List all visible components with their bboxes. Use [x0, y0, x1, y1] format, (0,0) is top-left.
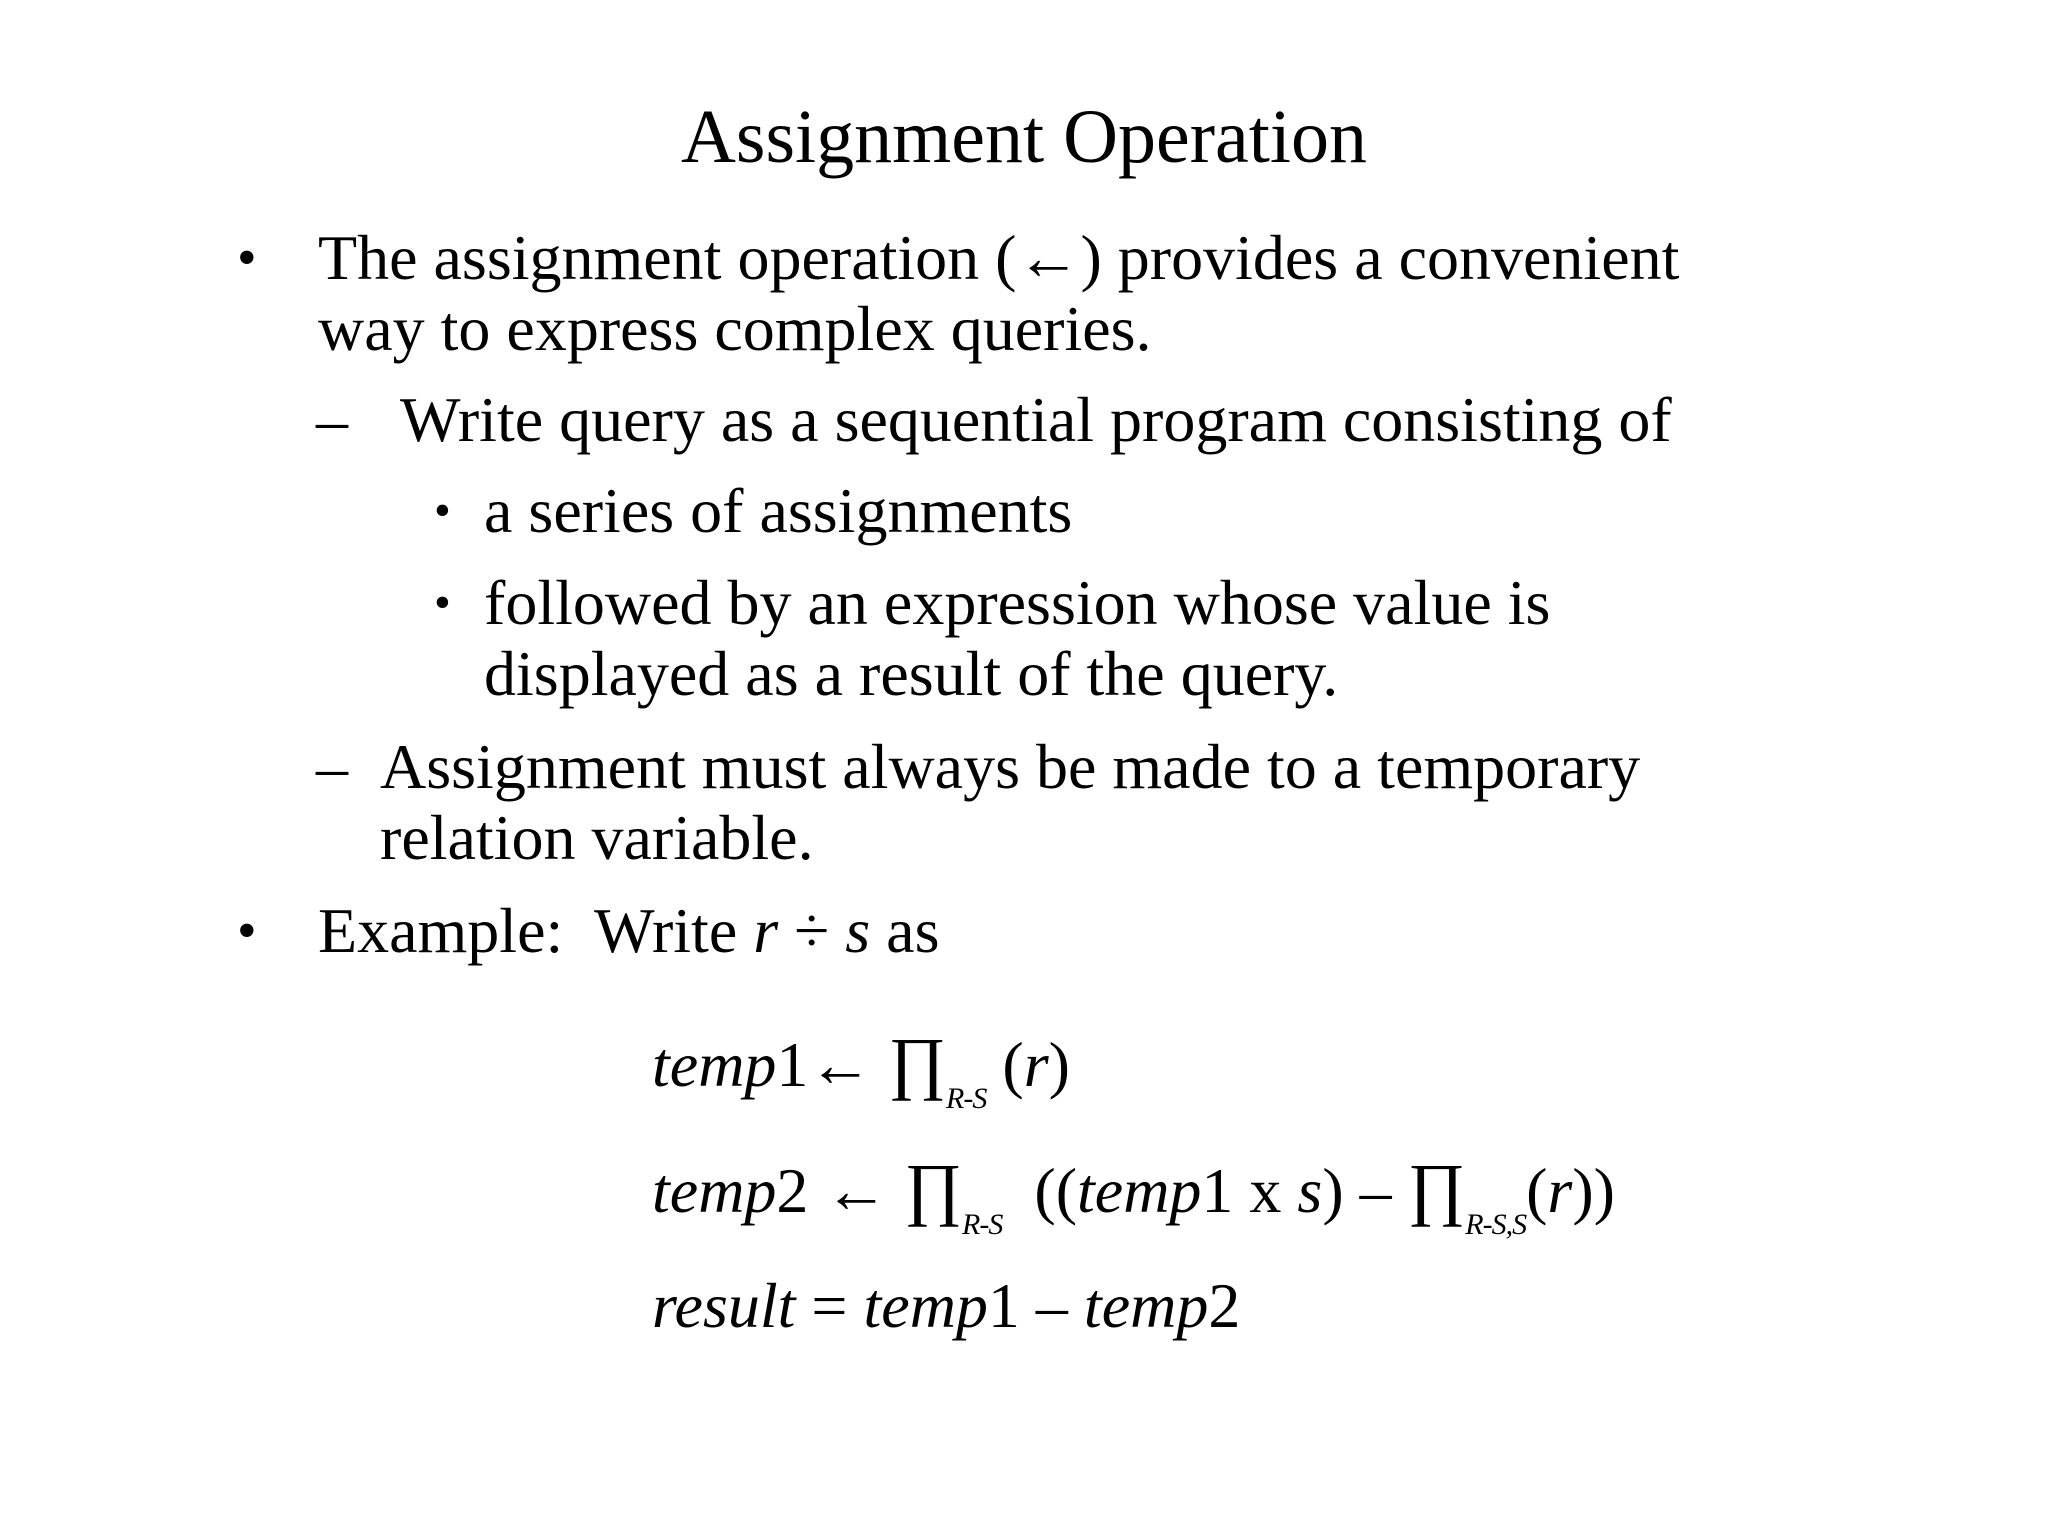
- sub-bullet-2-line-2: displayed as a result of the query.: [484, 638, 1339, 709]
- projection-symbol: ∏: [888, 1025, 947, 1102]
- example-tail: as: [870, 895, 940, 966]
- var-s: s: [845, 895, 871, 966]
- eq1-num: 1: [776, 1029, 809, 1100]
- eq2-projection-subscript-2: R-S,S: [1465, 1208, 1527, 1241]
- example-label: Example: Write: [318, 895, 754, 966]
- eq2-paren-open-2: (: [1526, 1155, 1548, 1226]
- eq1-arg-var: r: [1023, 1029, 1049, 1100]
- eq3-num-a: 1: [987, 1270, 1020, 1341]
- eq2-temp: temp: [652, 1155, 777, 1226]
- dash-2-line-1: Assignment must always be made to a temporary: [380, 731, 1641, 802]
- eq1-arg-open: (: [986, 1029, 1024, 1100]
- equation-2: [652, 1152, 1615, 1241]
- bullet-2-text: [318, 895, 939, 967]
- bullet-marker: •: [237, 900, 257, 962]
- eq2-paren-close: )): [1572, 1155, 1615, 1226]
- eq3-temp-b: temp: [1083, 1270, 1209, 1341]
- eq1-arg-close: ): [1048, 1029, 1070, 1100]
- eq1-temp: temp: [652, 1029, 777, 1100]
- eq2-num: 2: [776, 1155, 809, 1226]
- eq2-arrow: ←: [808, 1155, 905, 1226]
- eq2-var-s: s: [1297, 1155, 1323, 1226]
- slide-title: Assignment Operation: [680, 95, 1367, 179]
- eq3-temp-a: temp: [863, 1270, 988, 1341]
- projection-symbol: ∏: [1407, 1151, 1466, 1228]
- eq2-num-inner: 1: [1201, 1155, 1234, 1226]
- sub-bullet-1-text: a series of assignments: [484, 475, 1073, 546]
- sub-bullet-marker: •: [434, 484, 451, 537]
- division-sign: ÷: [778, 895, 846, 966]
- eq3-equals: =: [795, 1270, 864, 1341]
- eq2-var-r: r: [1547, 1155, 1573, 1226]
- equation-3: [652, 1268, 1240, 1344]
- sub-bullet-2-line-1: followed by an expression whose value is: [484, 567, 1551, 638]
- sub-bullet-marker: •: [434, 576, 451, 629]
- bullet-1-line-1: The assignment operation (←) provides a convenient: [318, 222, 1680, 293]
- eq2-cross: x: [1233, 1155, 1298, 1226]
- dash-marker: –: [316, 731, 348, 802]
- dash-marker: –: [316, 384, 348, 455]
- dash-2-line-2: relation variable.: [380, 802, 814, 873]
- bullet-marker: •: [237, 227, 257, 289]
- eq3-minus: –: [1019, 1270, 1084, 1341]
- dash-1-text: Write query as a sequential program consisting of: [400, 384, 1672, 455]
- bullet-1-line-2: way to express complex queries.: [318, 293, 1152, 364]
- eq1-projection-subscript: R-S: [946, 1082, 987, 1115]
- eq2-paren-open: ((: [1002, 1155, 1077, 1226]
- var-r: r: [753, 895, 779, 966]
- eq2-temp-inner: temp: [1077, 1155, 1202, 1226]
- equation-1: [652, 1026, 1070, 1115]
- eq3-result: result: [652, 1270, 796, 1341]
- eq1-arrow: ←: [808, 1029, 889, 1100]
- eq3-num-b: 2: [1208, 1270, 1241, 1341]
- projection-symbol: ∏: [904, 1151, 963, 1228]
- eq2-projection-subscript: R-S: [962, 1208, 1003, 1241]
- eq2-minus: ) –: [1322, 1155, 1408, 1226]
